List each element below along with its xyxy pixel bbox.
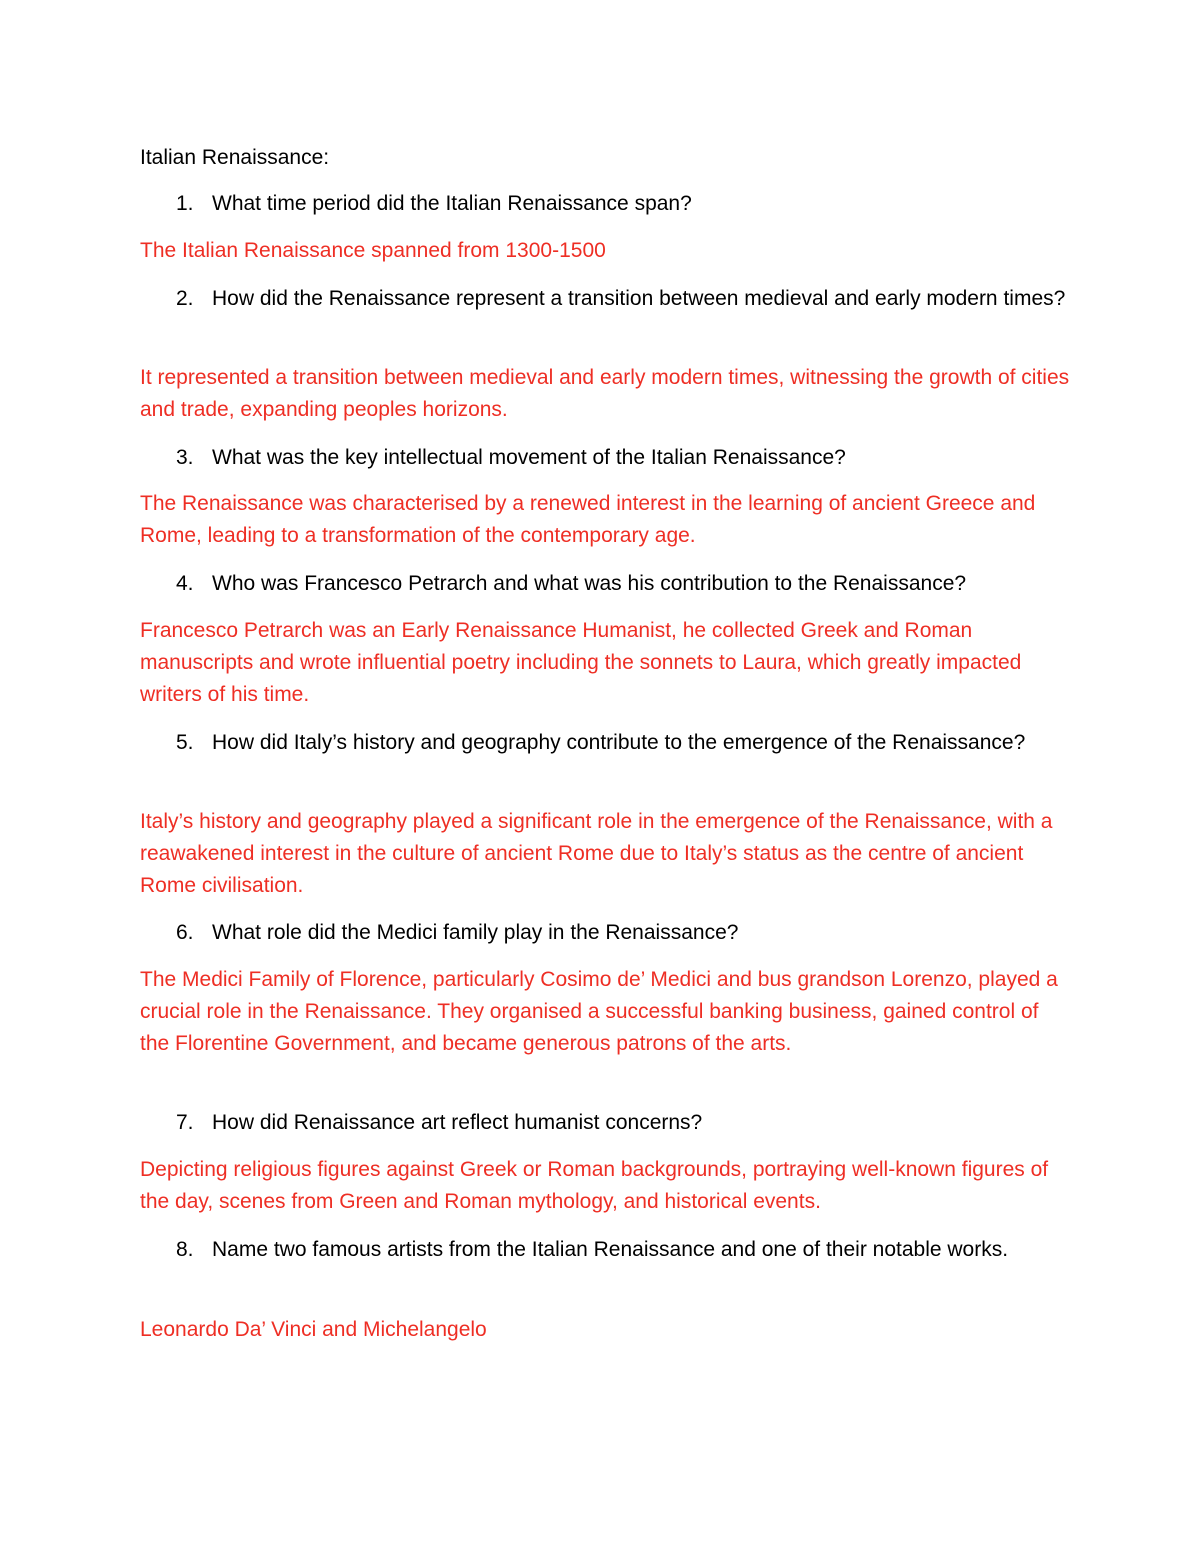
question-text: Name two famous artists from the Italian Renaissance and one of their notable works.	[212, 1238, 1009, 1261]
question-number: 1.	[176, 192, 194, 215]
question-number: 4.	[176, 572, 194, 595]
answer-1: The Italian Renaissance spanned from 1300-1500	[140, 239, 606, 262]
document-title: Italian Renaissance:	[140, 146, 330, 169]
question-number: 3.	[176, 446, 194, 469]
question-4	[176, 568, 1076, 600]
question-5	[176, 727, 1076, 759]
question-number: 2.	[176, 287, 194, 310]
answer-6: The Medici Family of Florence, particularly Cosimo de’ Medici and bus grandson Lorenzo, played a crucial role in the Renaissance. They organised a successful banking business, gained control of the Florentine Government, and became generous patrons of the arts.	[140, 968, 1058, 1055]
answer-2: It represented a transition between medieval and early modern times, witnessing the growth of cities and trade, expanding peoples horizons.	[140, 366, 1070, 421]
question-text: What role did the Medici family play in the Renaissance?	[212, 921, 739, 944]
answer-8: Leonardo Da’ Vinci and Michelangelo	[140, 1318, 487, 1341]
question-text: Who was Francesco Petrarch and what was his contribution to the Renaissance?	[212, 572, 967, 595]
question-3	[176, 442, 1076, 474]
question-7	[176, 1107, 1076, 1139]
answer-5: Italy’s history and geography played a significant role in the emergence of the Renaissance, with a reawakened interest in the culture of ancient Rome due to Italy’s status as the centre of ancient Rome civilisation.	[140, 810, 1053, 897]
answer-7: Depicting religious figures against Greek or Roman backgrounds, portraying well-known figures of the day, scenes from Green and Roman mythology, and historical events.	[140, 1158, 1049, 1213]
answer-4: Francesco Petrarch was an Early Renaissance Humanist, he collected Greek and Roman manuscripts and wrote influential poetry including the sonnets to Laura, which greatly impacted writers of his time.	[140, 619, 1022, 706]
question-number: 5.	[176, 731, 194, 754]
question-text: What time period did the Italian Renaissance span?	[212, 192, 692, 215]
question-number: 7.	[176, 1111, 194, 1134]
question-text: What was the key intellectual movement of the Italian Renaissance?	[212, 446, 846, 469]
question-number: 8.	[176, 1238, 194, 1261]
question-2	[176, 283, 1076, 315]
question-number: 6.	[176, 921, 194, 944]
answer-3: The Renaissance was characterised by a renewed interest in the learning of ancient Greece and Rome, leading to a transformation of the contemporary age.	[140, 492, 1036, 547]
question-text: How did Italy’s history and geography contribute to the emergence of the Renaissance?	[212, 731, 1026, 754]
question-6	[176, 917, 1076, 949]
question-8	[176, 1234, 1076, 1266]
question-text: How did the Renaissance represent a transition between medieval and early modern times?	[212, 287, 1066, 310]
question-1	[176, 188, 1076, 220]
question-text: How did Renaissance art reflect humanist concerns?	[212, 1111, 703, 1134]
